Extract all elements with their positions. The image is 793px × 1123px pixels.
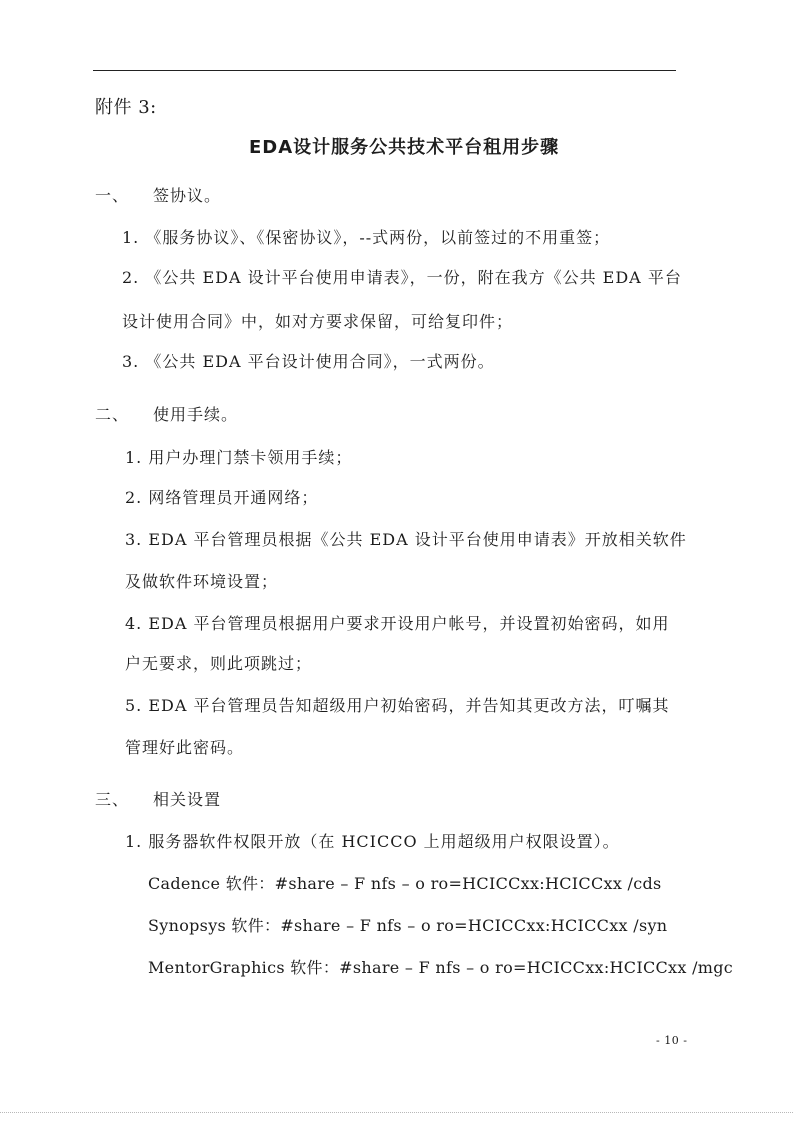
section-2-heading: 使用手续。 — [153, 405, 239, 424]
section-2-line-4: 及做软件环境设置； — [125, 572, 279, 591]
section-3-line-1: 1. 服务器软件权限开放（在 HCICCO 上用超级用户权限设置）。 — [125, 832, 620, 851]
section-1-line-4: 3. 《公共 EDA 平台设计使用合同》，一式两份。 — [122, 352, 495, 371]
section-2-line-5: 4. EDA 平台管理员根据用户要求开设用户帐号，并设置初始密码，如用 — [125, 614, 670, 633]
page-title: EDA设计服务公共技术平台租用步骤 — [249, 137, 560, 158]
section-2-line-6: 户无要求，则此项跳过； — [125, 654, 313, 673]
section-3-cadence-command: Cadence 软件：#share – F nfs – o ro=HCICCxx:HCICCxx /cds — [148, 874, 662, 893]
section-2-number: 二、 — [95, 405, 130, 424]
section-1-line-2: 2. 《公共 EDA 设计平台使用申请表》，一份，附在我方《公共 EDA 平台 — [122, 268, 682, 287]
section-1-number: 一、 — [95, 186, 130, 205]
section-2-line-1: 1. 用户办理门禁卡领用手续； — [125, 448, 353, 467]
page-number: - 10 - — [656, 1034, 688, 1047]
section-2-line-2: 2. 网络管理员开通网络； — [125, 488, 319, 507]
section-1-line-1: 1. 《服务协议》、《保密协议》，--式两份，以前签过的不用重签； — [122, 228, 611, 247]
section-3-number: 三、 — [95, 790, 130, 809]
section-2-line-7: 5. EDA 平台管理员告知超级用户初始密码，并告知其更改方法，叮嘱其 — [125, 696, 670, 715]
section-2-line-8: 管理好此密码。 — [125, 738, 245, 757]
header-rule — [93, 70, 676, 71]
section-1-heading: 签协议。 — [153, 186, 222, 205]
section-3-synopsys-command: Synopsys 软件：#share – F nfs – o ro=HCICCxx:HCICCxx /syn — [148, 916, 668, 935]
scan-edge-dots — [0, 1112, 793, 1113]
section-3-heading: 相关设置 — [153, 790, 222, 809]
section-3-mentor-command: MentorGraphics 软件：#share – F nfs – o ro=HCICCxx:HCICCxx /mgc — [148, 958, 734, 977]
attachment-label: 附件 3: — [95, 97, 157, 118]
section-2-line-3: 3. EDA 平台管理员根据《公共 EDA 设计平台使用申请表》开放相关软件 — [125, 530, 687, 549]
section-1-line-3: 设计使用合同》中，如对方要求保留，可给复印件； — [122, 312, 514, 331]
